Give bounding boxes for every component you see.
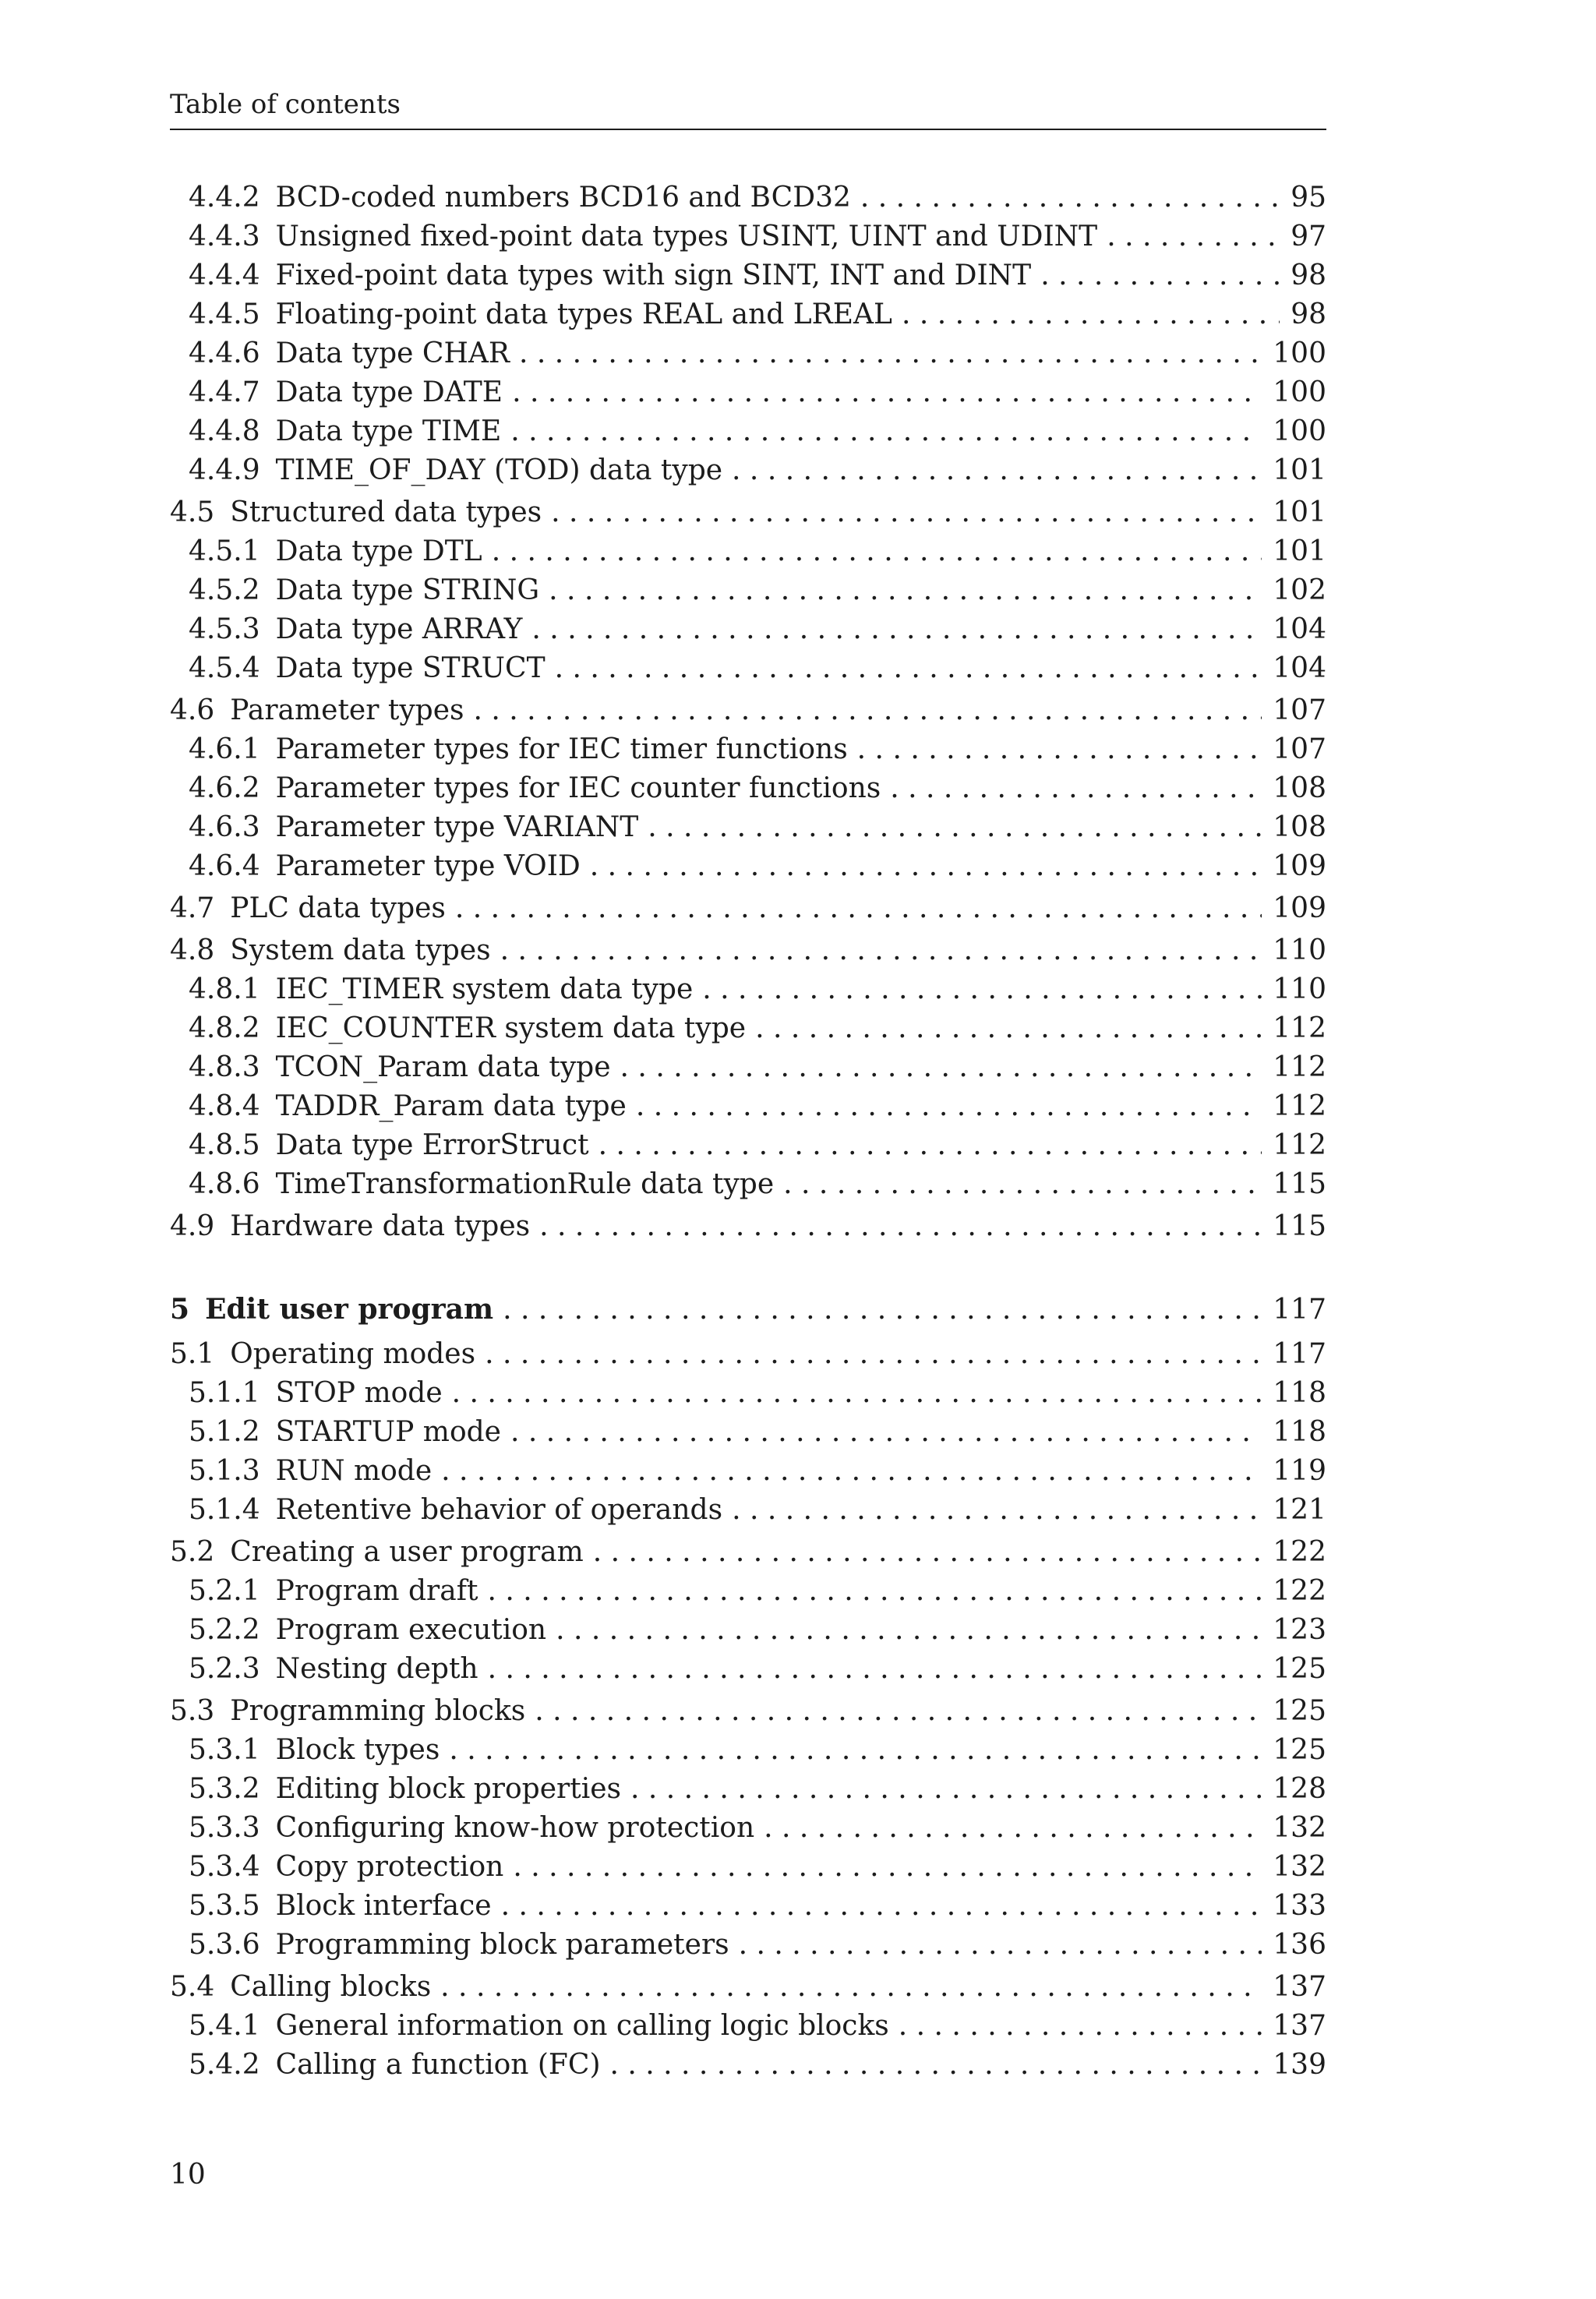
toc-entry-number: 4.8.6 <box>189 1168 260 1200</box>
dot-leader <box>648 811 1262 843</box>
toc-entry-title: RUN mode <box>275 1455 433 1487</box>
toc-entry-page: 121 <box>1273 1494 1326 1526</box>
toc-entry-number: 4.4.2 <box>189 182 260 214</box>
toc-entry-page: 128 <box>1273 1773 1326 1805</box>
toc-entry[interactable] <box>189 1090 1326 1126</box>
toc-entry-number: 4.5.4 <box>189 652 260 684</box>
toc-entry-number: 5.1.2 <box>189 1416 260 1448</box>
toc-entry[interactable] <box>170 892 1326 928</box>
toc-entry[interactable] <box>189 298 1326 334</box>
toc-entry[interactable] <box>189 2010 1326 2046</box>
toc-entry[interactable] <box>170 1210 1326 1246</box>
dot-leader <box>501 1890 1262 1922</box>
toc-entry-title: Data type DATE <box>275 376 503 408</box>
toc-entry-title: TADDR_Param data type <box>275 1090 627 1122</box>
toc-entry[interactable] <box>189 1851 1326 1887</box>
dot-leader <box>890 772 1262 804</box>
toc-entry[interactable] <box>170 1536 1326 1572</box>
toc-entry-number: 4.8.3 <box>189 1051 260 1083</box>
dot-leader <box>535 1695 1262 1727</box>
toc-entry-title: Floating-point data types REAL and LREAL <box>275 298 892 330</box>
toc-entry-title: Data type STRING <box>275 574 540 606</box>
dot-leader <box>630 1773 1262 1805</box>
toc-entry-number: 5.3.6 <box>189 1929 260 1961</box>
toc-entry-number: 5.2 <box>170 1536 215 1568</box>
toc-entry[interactable] <box>170 1293 1326 1329</box>
toc-entry-number: 5 <box>170 1293 190 1326</box>
toc-entry[interactable] <box>189 376 1326 412</box>
toc-entry-page: 118 <box>1273 1416 1326 1448</box>
toc-entry-title: Block interface <box>275 1890 492 1922</box>
dot-leader <box>857 733 1262 765</box>
toc-entry-page: 132 <box>1273 1851 1326 1883</box>
toc-entry[interactable] <box>170 1338 1326 1374</box>
toc-entry-title: Parameter type VOID <box>275 850 581 882</box>
toc-entry-title: Nesting depth <box>275 1653 478 1685</box>
toc-entry-title: PLC data types <box>230 892 446 924</box>
toc-entry-number: 5.3.1 <box>189 1734 260 1766</box>
dot-leader <box>440 1971 1262 2003</box>
toc-entry-page: 110 <box>1273 973 1326 1005</box>
dot-leader <box>485 1338 1262 1370</box>
toc-entry[interactable] <box>189 1416 1326 1452</box>
toc-entry-number: 4.9 <box>170 1210 215 1242</box>
toc-entry-title: Calling blocks <box>230 1971 432 2003</box>
toc-entry-page: 115 <box>1273 1168 1326 1200</box>
dot-leader <box>783 1168 1262 1200</box>
dot-leader <box>551 496 1262 528</box>
toc-entry-title: STARTUP mode <box>275 1416 501 1448</box>
toc-entry-page: 112 <box>1273 1090 1326 1122</box>
toc-entry-number: 5.2.3 <box>189 1653 260 1685</box>
toc-entry-page: 125 <box>1273 1734 1326 1766</box>
toc-entry-number: 5.2.1 <box>189 1575 260 1607</box>
dot-leader <box>593 1536 1262 1568</box>
dot-leader <box>474 694 1262 726</box>
toc-entry-page: 112 <box>1273 1012 1326 1044</box>
toc-entry-number: 5.4 <box>170 1971 215 2003</box>
toc-entry-page: 118 <box>1273 1377 1326 1409</box>
dot-leader <box>636 1090 1262 1122</box>
toc-entry-page: 104 <box>1273 613 1326 645</box>
toc-entry-title: Data type TIME <box>275 415 502 447</box>
toc-entry-page: 102 <box>1273 574 1326 606</box>
toc-entry[interactable] <box>189 1129 1326 1165</box>
dot-leader <box>500 934 1262 966</box>
dot-leader <box>531 613 1262 645</box>
dot-leader <box>590 850 1262 882</box>
toc-entry-number: 5.3.5 <box>189 1890 260 1922</box>
toc-entry-number: 5.3 <box>170 1695 215 1727</box>
toc-entry-number: 5.4.1 <box>189 2010 260 2042</box>
toc-entry-page: 100 <box>1273 376 1326 408</box>
toc-entry-title: Block types <box>275 1734 440 1766</box>
toc-entry-page: 100 <box>1273 415 1326 447</box>
toc-entry-page: 132 <box>1273 1812 1326 1844</box>
toc-entry-title: Parameter types <box>230 694 464 726</box>
toc-entry-title: Programming block parameters <box>275 1929 729 1961</box>
dot-leader <box>732 454 1262 486</box>
toc-entry[interactable] <box>170 1695 1326 1731</box>
toc-entry-page: 112 <box>1273 1051 1326 1083</box>
page-number: 10 <box>170 2159 206 2191</box>
toc-entry-title: General information on calling logic blocks <box>275 2010 889 2042</box>
toc-entry-page: 101 <box>1273 535 1326 567</box>
toc-entry-title: Program execution <box>275 1614 547 1646</box>
toc-entry-title: Data type ARRAY <box>275 613 523 645</box>
dot-leader <box>503 1294 1262 1326</box>
toc-entry[interactable] <box>189 1812 1326 1848</box>
toc-entry-title: Parameter types for IEC timer functions <box>275 733 848 765</box>
toc-entry-title: STOP mode <box>275 1377 443 1409</box>
toc-entry-page: 137 <box>1273 1971 1326 2003</box>
toc-entry-number: 4.6.2 <box>189 772 260 804</box>
toc-entry-title: Operating modes <box>230 1338 476 1370</box>
toc-entry[interactable] <box>189 2049 1326 2085</box>
toc-entry[interactable] <box>189 454 1326 490</box>
toc-entry[interactable] <box>189 1929 1326 1965</box>
toc-entry-page: 101 <box>1273 454 1326 486</box>
toc-entry[interactable] <box>170 694 1326 730</box>
running-header: Table of contents <box>170 89 401 120</box>
dot-leader <box>556 1614 1262 1646</box>
toc-entry-title: Data type ErrorStruct <box>275 1129 589 1161</box>
dot-leader <box>902 298 1280 330</box>
dot-leader <box>510 1416 1262 1448</box>
toc-entry-page: 119 <box>1273 1455 1326 1487</box>
toc-entry-page: 122 <box>1273 1575 1326 1607</box>
toc-entry-page: 104 <box>1273 652 1326 684</box>
toc-entry-title: Calling a function (FC) <box>275 2049 601 2081</box>
toc-entry-page: 117 <box>1273 1338 1326 1370</box>
toc-entry-page: 139 <box>1273 2049 1326 2081</box>
toc-entry-number: 5.1 <box>170 1338 215 1370</box>
toc-entry-number: 4.5.2 <box>189 574 260 606</box>
toc-entry-page: 98 <box>1291 298 1326 330</box>
toc-entry-title: Retentive behavior of operands <box>275 1494 723 1526</box>
toc-entry-title: Structured data types <box>230 496 542 528</box>
toc-entry-title: Editing block properties <box>275 1773 621 1805</box>
toc-entry-title: IEC_COUNTER system data type <box>275 1012 747 1044</box>
dot-leader <box>488 1575 1262 1607</box>
dot-leader <box>452 1377 1262 1409</box>
toc-entry[interactable] <box>189 652 1326 688</box>
dot-leader <box>1107 221 1280 253</box>
toc-entry-number: 4.4.9 <box>189 454 260 486</box>
toc-entry[interactable] <box>189 1575 1326 1611</box>
toc-entry[interactable] <box>189 221 1326 256</box>
toc-entry-title: Parameter type VARIANT <box>275 811 639 843</box>
dot-leader <box>441 1455 1262 1487</box>
toc-entry[interactable] <box>189 850 1326 886</box>
toc-entry-title: TimeTransformationRule data type <box>275 1168 775 1200</box>
toc-entry-title: TIME_OF_DAY (TOD) data type <box>275 454 723 486</box>
toc-entry-page: 98 <box>1291 260 1326 291</box>
toc-entry-page: 110 <box>1273 934 1326 966</box>
toc-entry-page: 112 <box>1273 1129 1326 1161</box>
dot-leader <box>539 1210 1262 1242</box>
toc-entry-page: 100 <box>1273 337 1326 369</box>
toc-entry-page: 137 <box>1273 2010 1326 2042</box>
dot-leader <box>732 1494 1262 1526</box>
toc-entry-page: 109 <box>1273 850 1326 882</box>
toc-entry-page: 95 <box>1291 182 1326 214</box>
dot-leader <box>860 182 1280 214</box>
toc-entry-number: 5.1.1 <box>189 1377 260 1409</box>
toc-entry[interactable] <box>189 1455 1326 1491</box>
dot-leader <box>555 652 1262 684</box>
toc-entry-number: 4.7 <box>170 892 215 924</box>
toc-entry-title: Program draft <box>275 1575 478 1607</box>
dot-leader <box>899 2010 1262 2042</box>
dot-leader <box>512 376 1262 408</box>
toc-entry-number: 5.3.2 <box>189 1773 260 1805</box>
toc-entry-page: 109 <box>1273 892 1326 924</box>
toc-entry-title: System data types <box>230 934 491 966</box>
toc-entry-number: 4.8.5 <box>189 1129 260 1161</box>
toc-entry-number: 5.3.3 <box>189 1812 260 1844</box>
dot-leader <box>455 892 1262 924</box>
toc-entry-title: IEC_TIMER system data type <box>275 973 694 1005</box>
toc-entry-title: Parameter types for IEC counter functions <box>275 772 881 804</box>
toc-entry-number: 5.1.3 <box>189 1455 260 1487</box>
toc-entry-page: 123 <box>1273 1614 1326 1646</box>
toc-entry-page: 125 <box>1273 1653 1326 1685</box>
toc-entry[interactable] <box>170 496 1326 532</box>
toc-entry[interactable] <box>189 1734 1326 1770</box>
toc-entry[interactable] <box>189 1168 1326 1204</box>
toc-entry[interactable] <box>189 1012 1326 1048</box>
toc-entry-number: 4.6.4 <box>189 850 260 882</box>
toc-entry-title: Hardware data types <box>230 1210 531 1242</box>
dot-leader <box>519 337 1262 369</box>
toc-entry-number: 4.4.4 <box>189 260 260 291</box>
dot-leader <box>702 973 1262 1005</box>
dot-leader <box>1040 260 1280 291</box>
toc-entry-number: 4.6.3 <box>189 811 260 843</box>
dot-leader <box>449 1734 1262 1766</box>
toc-entry-number: 4.8.1 <box>189 973 260 1005</box>
toc-entry[interactable] <box>189 1377 1326 1413</box>
toc-entry-page: 117 <box>1273 1294 1326 1326</box>
dot-leader <box>549 574 1262 606</box>
dot-leader <box>492 535 1262 567</box>
toc-entry-number: 4.4.3 <box>189 221 260 253</box>
dot-leader <box>488 1653 1262 1685</box>
toc-entry-number: 4.5 <box>170 496 215 528</box>
toc-entry-page: 136 <box>1273 1929 1326 1961</box>
toc-entry-number: 4.5.3 <box>189 613 260 645</box>
toc-entry[interactable] <box>189 1773 1326 1809</box>
toc-entry-page: 107 <box>1273 694 1326 726</box>
dot-leader <box>764 1812 1262 1844</box>
toc-entry-title: Fixed-point data types with sign SINT, INT and DINT <box>275 260 1032 291</box>
dot-leader <box>610 2049 1262 2081</box>
toc-entry-page: 133 <box>1273 1890 1326 1922</box>
toc-entry[interactable] <box>170 1971 1326 2007</box>
dot-leader <box>739 1929 1262 1961</box>
toc-entry-page: 101 <box>1273 496 1326 528</box>
toc-entry-page: 97 <box>1291 221 1326 253</box>
toc-entry-title: BCD-coded numbers BCD16 and BCD32 <box>275 182 851 214</box>
toc-entry[interactable] <box>189 182 1326 217</box>
toc-entry-title: Creating a user program <box>230 1536 584 1568</box>
toc-entry[interactable] <box>189 260 1326 295</box>
toc-entry-number: 4.4.7 <box>189 376 260 408</box>
toc-entry[interactable] <box>189 535 1326 571</box>
toc-entry[interactable] <box>189 613 1326 649</box>
toc-entry-number: 4.6.1 <box>189 733 260 765</box>
toc-entry-number: 4.5.1 <box>189 535 260 567</box>
toc-entry[interactable] <box>189 811 1326 847</box>
toc-entry[interactable] <box>189 1653 1326 1689</box>
toc-entry-number: 4.8.2 <box>189 1012 260 1044</box>
toc-entry-page: 125 <box>1273 1695 1326 1727</box>
toc-entry[interactable] <box>189 1051 1326 1087</box>
toc-entry[interactable] <box>189 1890 1326 1926</box>
toc-entry[interactable] <box>189 1494 1326 1530</box>
toc-entry-number: 4.6 <box>170 694 215 726</box>
toc-entry-title: Data type CHAR <box>275 337 510 369</box>
dot-leader <box>510 415 1262 447</box>
toc-entry[interactable] <box>189 574 1326 610</box>
toc-entry-page: 108 <box>1273 772 1326 804</box>
toc-entry-number: 5.3.4 <box>189 1851 260 1883</box>
toc-entry[interactable] <box>189 733 1326 769</box>
toc-entry-number: 4.8 <box>170 934 215 966</box>
toc-entry-title: Data type STRUCT <box>275 652 546 684</box>
toc-entry[interactable] <box>189 772 1326 808</box>
toc-entry-page: 108 <box>1273 811 1326 843</box>
toc-entry-title: Edit user program <box>205 1293 494 1326</box>
toc-entry-number: 5.2.2 <box>189 1614 260 1646</box>
toc-entry[interactable] <box>189 337 1326 373</box>
toc-entry-page: 115 <box>1273 1210 1326 1242</box>
toc-entry-title: TCON_Param data type <box>275 1051 611 1083</box>
toc-entry-number: 5.4.2 <box>189 2049 260 2081</box>
toc-entry[interactable] <box>170 934 1326 970</box>
dot-leader <box>755 1012 1262 1044</box>
toc-entry-title: Unsigned fixed-point data types USINT, UINT and UDINT <box>275 221 1098 253</box>
toc-entry-title: Data type DTL <box>275 535 482 567</box>
toc-entry-number: 4.4.6 <box>189 337 260 369</box>
toc-entry-page: 122 <box>1273 1536 1326 1568</box>
toc-entry[interactable] <box>189 1614 1326 1650</box>
toc-entry[interactable] <box>189 973 1326 1009</box>
dot-leader <box>513 1851 1262 1883</box>
toc-entry-number: 4.4.5 <box>189 298 260 330</box>
toc-entry-number: 4.4.8 <box>189 415 260 447</box>
toc-entry-page: 107 <box>1273 733 1326 765</box>
dot-leader <box>620 1051 1262 1083</box>
toc-entry-number: 4.8.4 <box>189 1090 260 1122</box>
toc-entry-title: Configuring know-how protection <box>275 1812 755 1844</box>
toc-entry-title: Copy protection <box>275 1851 504 1883</box>
toc-entry-title: Programming blocks <box>230 1695 526 1727</box>
dot-leader <box>598 1129 1262 1161</box>
toc-entry[interactable] <box>189 415 1326 451</box>
toc-entry-number: 5.1.4 <box>189 1494 260 1526</box>
